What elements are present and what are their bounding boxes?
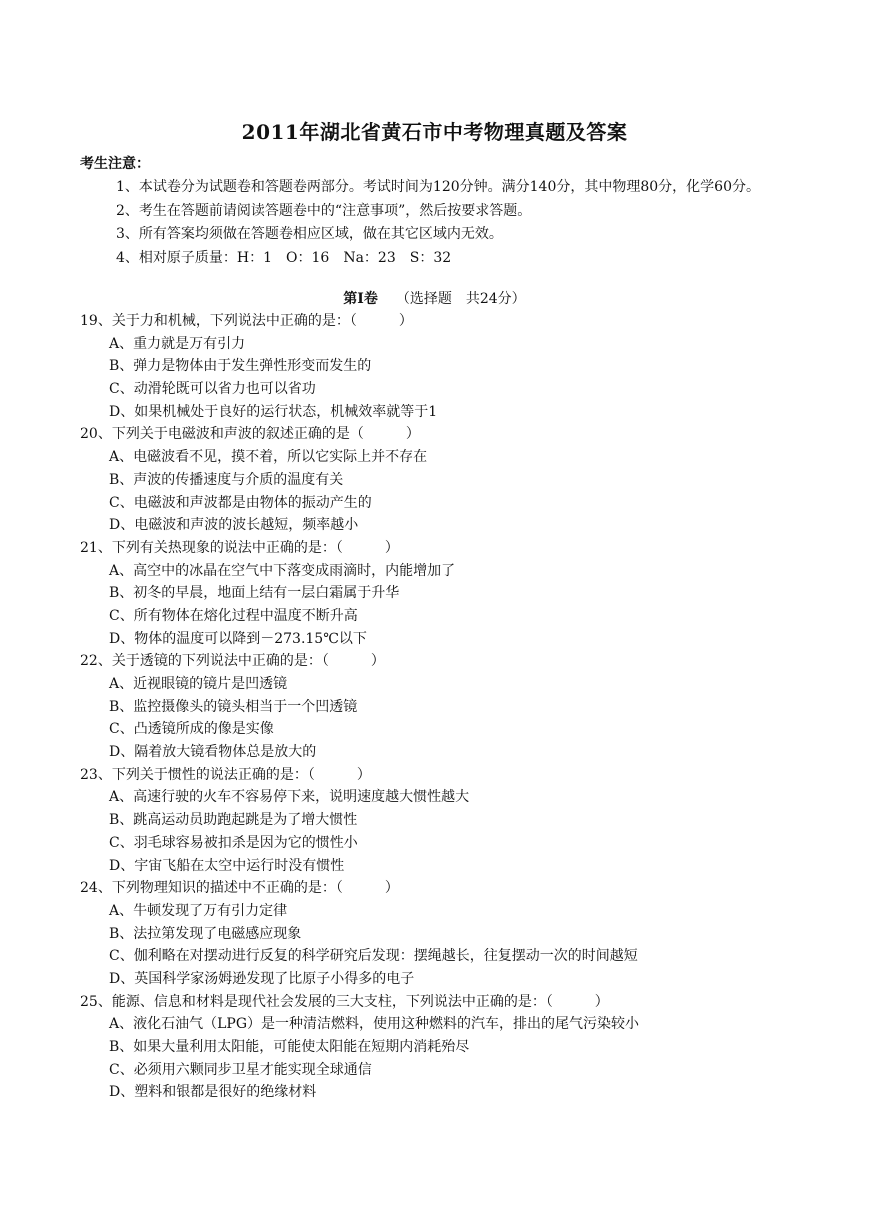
option-c: C、凸透镜所成的像是实像: [109, 721, 274, 738]
page-title: 2011年湖北省黄石市中考物理真题及答案: [241, 120, 628, 144]
question-23: [80, 764, 800, 877]
question-list: [80, 310, 800, 1104]
option-a: A、液化石油气（LPG）是一种清洁燃料，使用这种燃料的汽车，排出的尾气污染较小: [109, 1016, 640, 1033]
section-detail: （选择题 共24分）: [395, 291, 526, 307]
option-b: B、跳高运动员助跑起跳是为了增大惯性: [109, 812, 358, 829]
question-25: [80, 991, 800, 1104]
notice-item: 4、相对原子质量：H：1 O：16 Na：23 S：32: [116, 249, 452, 266]
question-stem: 19、关于力和机械，下列说法中正确的是：（ ）: [80, 313, 413, 329]
option-a: A、重力就是万有引力: [109, 335, 246, 352]
question-20: [80, 423, 800, 536]
option-d: D、英国科学家汤姆逊发现了比原子小得多的电子: [109, 970, 415, 987]
question-22: [80, 650, 800, 763]
question-stem: 22、关于透镜的下列说法中正确的是：（ ）: [80, 653, 385, 670]
option-c: C、必须用六颗同步卫星才能实现全球通信: [109, 1061, 372, 1078]
option-a: A、近视眼镜的镜片是凹透镜: [109, 676, 288, 692]
notice-item: 2、考生在答题前请阅读答题卷中的“注意事项”，然后按要求答题。: [116, 202, 532, 219]
option-d: D、隔着放大镜看物体总是放大的: [109, 744, 317, 761]
question-stem: 25、能源、信息和材料是现代社会发展的三大支柱，下列说法中正确的是：（ ）: [80, 993, 609, 1010]
question-stem: 24、下列物理知识的描述中不正确的是：（ ）: [80, 880, 399, 897]
option-a: A、电磁波看不见，摸不着，所以它实际上并不存在: [109, 449, 428, 466]
notice-item: 1、本试卷分为试题卷和答题卷两部分。考试时间为120分钟。满分140分，其中物理80分，化学60分。: [116, 179, 760, 195]
option-b: B、监控摄像头的镜头相当于一个凹透镜: [109, 698, 358, 715]
question-stem: 20、下列关于电磁波和声波的叙述正确的是（ ）: [80, 426, 420, 443]
question-stem: 21、下列有关热现象的说法中正确的是：（ ）: [80, 539, 399, 556]
option-b: B、声波的传播速度与介质的温度有关: [109, 471, 344, 488]
section-label: 第Ⅰ卷: [343, 291, 378, 307]
option-c: C、动滑轮既可以省力也可以省功: [109, 381, 316, 398]
question-19: [80, 310, 800, 423]
option-c: C、所有物体在熔化过程中温度不断升高: [109, 607, 358, 624]
notice-list: [80, 176, 800, 269]
option-b: B、弹力是物体由于发生弹性形变而发生的: [109, 358, 372, 375]
section-heading: [0, 288, 869, 308]
option-b: B、法拉第发现了电磁感应现象: [109, 925, 302, 942]
option-b: B、初冬的早晨，地面上结有一层白霜属于升华: [109, 585, 400, 602]
option-c: C、电磁波和声波都是由物体的振动产生的: [109, 494, 372, 511]
option-a: A、高速行驶的火车不容易停下来，说明速度越大惯性越大: [109, 789, 470, 806]
option-d: D、物体的温度可以降到－273.15℃以下: [109, 630, 367, 647]
question-21: [80, 537, 800, 650]
notice-item: 3、所有答案均须做在答题卷相应区域，做在其它区域内无效。: [116, 226, 503, 242]
option-c: C、羽毛球容易被扣杀是因为它的惯性小: [109, 834, 358, 851]
question-24: [80, 877, 800, 990]
option-c: C、伽利略在对摆动进行反复的科学研究后发现：摆绳越长，往复摆动一次的时间越短: [109, 948, 638, 965]
option-d: D、塑料和银都是很好的绝缘材料: [109, 1084, 317, 1101]
option-a: A、牛顿发现了万有引力定律: [109, 902, 288, 919]
option-d: D、如果机械处于良好的运行状态，机械效率就等于1: [109, 403, 438, 420]
option-d: D、宇宙飞船在太空中运行时没有惯性: [109, 857, 345, 874]
question-stem: 23、下列关于惯性的说法正确的是：（ ）: [80, 766, 371, 783]
notice-heading: 考生注意：: [80, 156, 150, 172]
option-a: A、高空中的冰晶在空气中下落变成雨滴时，内能增加了: [109, 562, 456, 579]
option-d: D、电磁波和声波的波长越短，频率越小: [109, 517, 359, 534]
option-b: B、如果大量利用太阳能，可能使太阳能在短期内消耗殆尽: [109, 1039, 470, 1055]
